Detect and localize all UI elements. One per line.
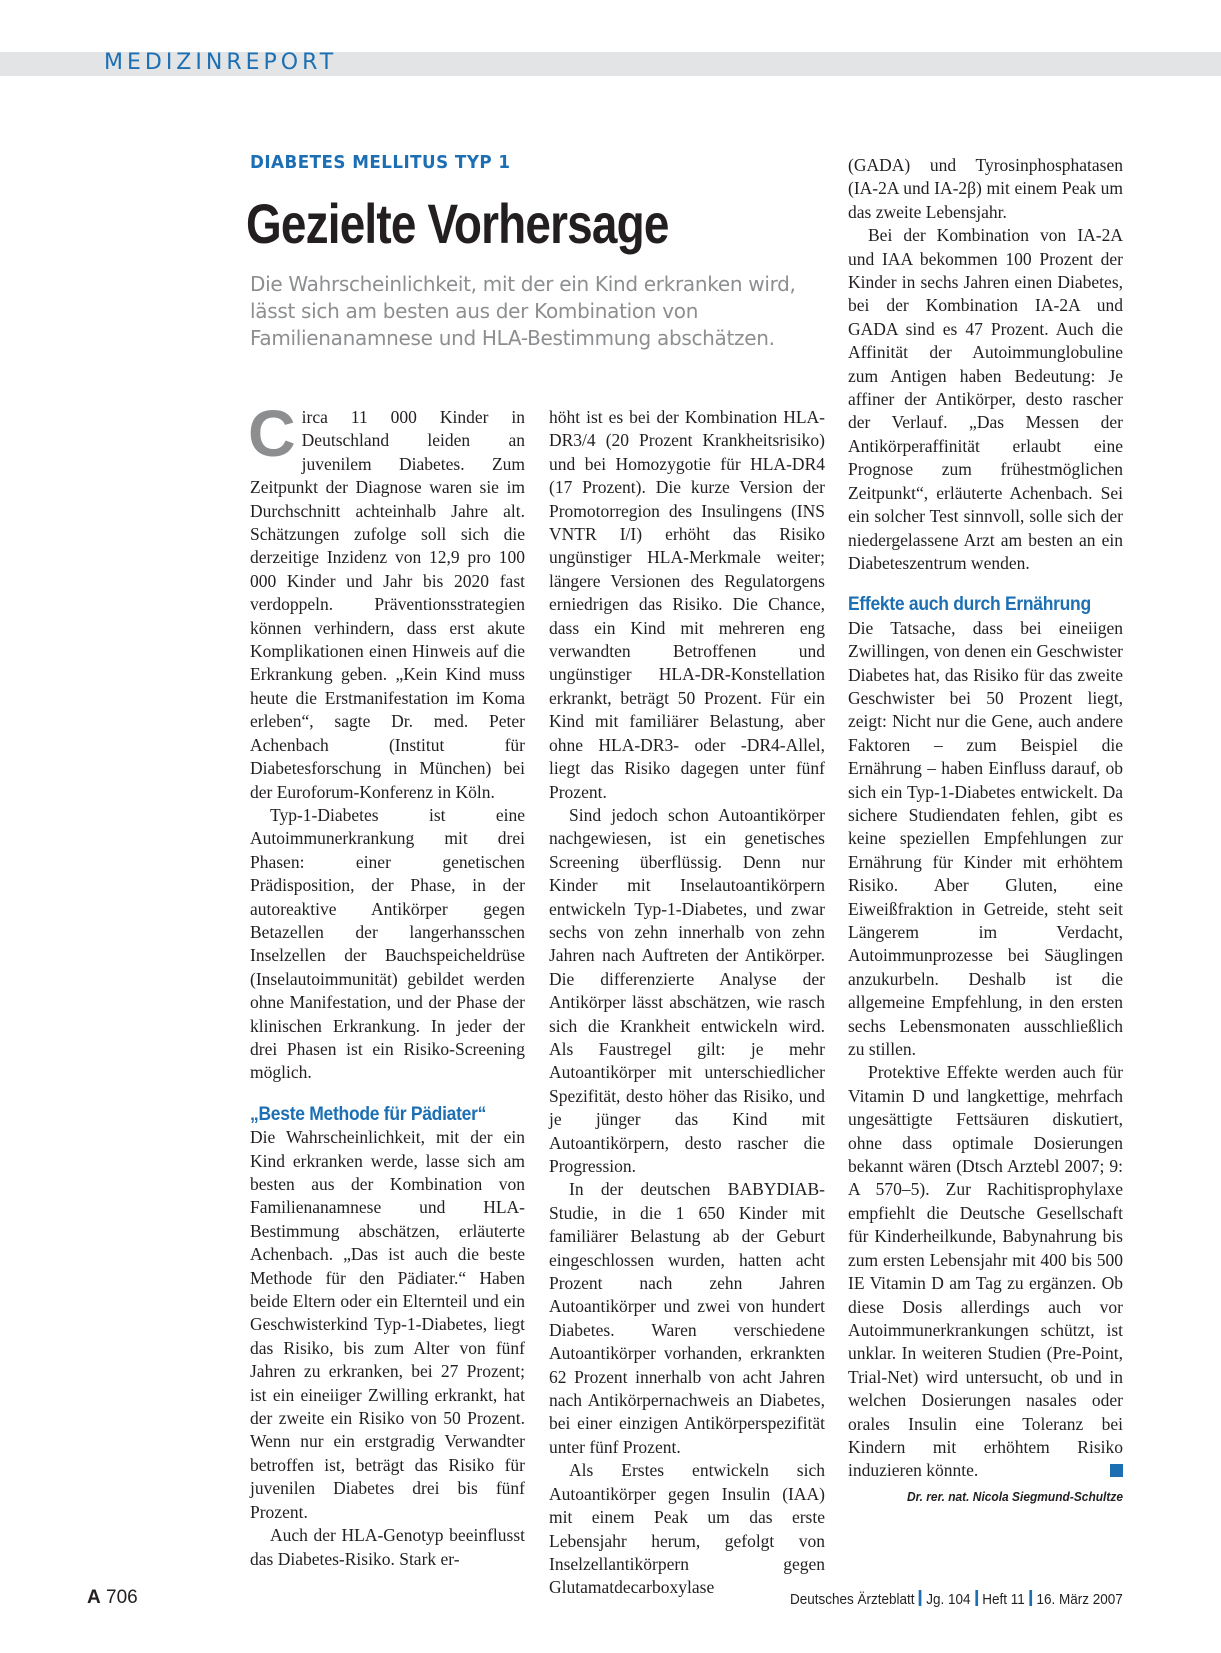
paragraph — [248, 396, 525, 804]
article-deck — [250, 271, 830, 352]
separator — [919, 1590, 922, 1606]
issue: Heft 11 — [982, 1591, 1025, 1608]
article-kicker: DIABETES MELLITUS TYP 1 — [250, 152, 511, 173]
deck-line: lässt sich am besten aus der Kombination von — [250, 299, 699, 323]
paragraph: Auch der HLA-Genotyp beeinflusst das Diabetes-Risiko. Stark er- — [250, 1525, 525, 1569]
section-letter: A — [87, 1587, 101, 1608]
paragraph — [848, 1061, 1123, 1482]
page-number — [87, 1587, 138, 1609]
text-column-3 — [848, 154, 1123, 1507]
page-number-value: 706 — [106, 1587, 138, 1608]
text-column-1 — [248, 396, 525, 1571]
author-byline: Dr. rer. nat. Nicola Siegmund-Schultze — [907, 1488, 1123, 1504]
paragraph: höht ist es bei der Kombination HLA-DR3/4 (20 Prozent Krankheitsrisiko) und bei Homozygotie für HLA-DR4 (17 Prozent). Die kurze Version der Promotorregion des Insulingens (INS VNTR I/I) erhöht das Risiko ungünstiger HLA-Merkmale weiter; längere Versionen des Regulatorgens erniedrigen das Risiko. Die Chance, dass ein Kind mit mehreren eng verwandten Betroffenen und ungünstiger HLA-DR-Konstellation erkrankt, beträgt 50 Prozent. Für ein Kind mit familiärer Belastung, aber ohne HLA-DR3- oder -DR4-Allel, liegt das Risiko dagegen unter fünf Prozent. — [549, 407, 825, 802]
subheading: „Beste Methode für Pädiater“ — [250, 1103, 487, 1125]
issue-date: 16. März 2007 — [1036, 1591, 1123, 1608]
separator — [1029, 1590, 1032, 1606]
volume: Jg. 104 — [926, 1591, 971, 1608]
paragraph: Bei der Kombination von IA-2A und IAA bekommen 100 Prozent der Kinder in sechs Jahren einen Diabetes, bei der Kombination IA-2A und GADA sind es 47 Prozent. Auch die Affinität der Autoimmunglobuline zum Antigen haben Bedeutung: Je affiner der Antikörper, desto rascher der Verlauf. „Das Messen der Antikörperaffinität erlaubt eine Prognose zum frühestmöglichen Zeitpunkt“, erläuterte Achenbach. Sei ein solcher Test sinnvoll, solle sich der niedergelassene Arzt am besten an ein Diabeteszentrum wenden. — [848, 225, 1123, 573]
separator — [975, 1590, 978, 1606]
paragraph: Als Erstes entwickeln sich Autoantikörper gegen Insulin (IAA) mit einem Peak um das erste Lebensjahr herum, gefolgt von Inselzellantikörpern gegen Glutamatdecarboxylase — [549, 1460, 825, 1598]
subheading: Effekte auch durch Ernährung — [848, 594, 1091, 616]
paragraph: Typ-1-Diabetes ist eine Autoimmunerkrankung mit drei Phasen: einer genetischen Prädisposition, der Phase, in der autoreaktive Antikörper gegen Betazellen der langerhansschen Inselzellen der Bauchspeicheldrüse (Inselautoimmunität) gebildet werden ohne Manifestation, und der Phase der klinischen Erkrankung. In jeder der drei Phasen ist ein Risiko-Screening möglich. — [250, 804, 525, 1083]
paragraph: Sind jedoch schon Autoantikörper nachgewiesen, ist ein genetisches Screening überflüssig. Denn nur Kinder mit Inselautoantikörpern entwickeln Typ-1-Diabetes, und zwar sechs von zehn innerhalb von zehn Jahren nach Auftreten der Antikörper. Die differenzierte Analyse der Antikörper lässt abschätzen, wie rasch sich die Krankheit entwickeln wird. Als Faustregel gilt: je mehr Autoantikörper mit unterschiedlicher Spezifität, desto höher das Risiko, und je jünger das Kind mit Autoantikörpern, desto rascher die Progression. — [549, 804, 825, 1176]
deck-line: Die Wahrscheinlichkeit, mit der ein Kind erkranken wird, — [250, 272, 796, 296]
paragraph: Die Tatsache, dass bei eineiigen Zwillingen, von denen ein Geschwister Diabetes hat, das Risiko für das zweite Geschwister bei 50 Prozent liegt, zeigt: Nicht nur die Gene, auch andere Faktoren – zum Beispiel die Ernährung – haben Einfluss darauf, ob sich ein Typ-1-Diabetes entwickelt. Da sichere Studiendaten fehlen, gibt es keine speziellen Empfehlungen zur Ernährung für Kinder mit erhöhtem Risiko. Aber Gluten, eine Eiweißfraktion in Getreide, steht seit Längerem im Verdacht, Autoimmunprozesse bei Säuglingen anzukurbeln. Deshalb ist die allgemeine Empfehlung, in den ersten sechs Lebensmonaten ausschließlich zu stillen. — [848, 617, 1123, 1060]
paragraph: (GADA) und Tyrosinphosphatasen (IA-2A und IA-2β) mit einem Peak um das zweite Lebensjahr. — [848, 155, 1123, 222]
section-label: MEDIZINREPORT — [104, 50, 338, 75]
paragraph-text: irca 11 000 Kinder in Deutschland leiden an juvenilem Diabetes. Zum Zeitpunkt der Diagnose waren sie im Durchschnitt achteinhalb Jahre alt. Schätzungen zufolge soll sich die derzeitige Inzidenz von 12,9 pro 100 000 Kinder und Jahr bis 2020 fast verdoppeln. Präventionsstrategien können verhindern, dass erst akute Komplikationen einen Hinweis auf die Erkrankung geben. „Kein Kind muss heute die Erstmanifestation im Koma erleben“, sagte Dr. med. Peter Achenbach (Institut für Diabetesforschung in München) bei der Euroforum-Konferenz in Köln. — [250, 407, 525, 802]
drop-cap: C — [248, 396, 296, 470]
text-column-2 — [549, 406, 825, 1600]
publication-info — [790, 1590, 1123, 1608]
journal-name: Deutsches Ärzteblatt — [790, 1591, 915, 1608]
paragraph: Die Wahrscheinlichkeit, mit der ein Kind erkranken werde, lasse sich am besten aus der Kombination von Familienanamnese und HLA-Bestimmung abschätzen, erläuterte Achenbach. „Das ist auch die beste Methode für den Pädiater.“ Haben beide Eltern oder ein Elternteil und ein Geschwisterkind Typ-1-Diabetes, liegt das Risiko, bis zum Alter von fünf Jahren zu erkranken, bei 27 Prozent; ist ein eineiiger Zwilling erkrankt, hat der zweite ein Risiko von 50 Prozent. Wenn nur ein erstgradig Verwandter betroffen ist, beträgt das Risiko für juvenilen Diabetes drei bis fünf Prozent. — [250, 1127, 525, 1522]
paragraph-text: Protektive Effekte werden auch für Vitamin D und langkettige, mehrfach ungesättigte Fettsäuren diskutiert, ohne dass optimale Dosierungen bekannt wären (Dtsch Arztebl 2007; 9: A 570–5). Zur Rachitisprophylaxe empfiehlt die Deutsche Gesellschaft für Kinderheilkunde, Babynahrung bis zum ersten Lebensjahr mit 400 bis 500 IE Vitamin D am Tag zu ergänzen. Ob diese Dosis allerdings auch vor Autoimmunerkrankungen schützt, ist unklar. In weiteren Studien (Pre-Point, Trial-Net) wird untersucht, ob und in welchen Dosierungen nasales oder orales Insulin eine Toleranz bei Kindern mit erhöhtem Risiko induzieren könnte. — [848, 1062, 1123, 1481]
article-headline: Gezielte Vorhersage — [246, 192, 669, 255]
end-mark-icon — [1110, 1464, 1123, 1477]
paragraph: In der deutschen BABYDIAB-Studie, in die 1 650 Kinder mit familiärer Belastung ab der Geburt eingeschlossen wurden, hatten acht Prozent nach zehn Jahren Autoantikörper und zwei von hundert Diabetes. Waren verschiedene Autoantikörper vorhanden, erkrankten 62 Prozent innerhalb von acht Jahren nach Antikörpernachweis an Diabetes, bei einer einzigen Antikörperspezifität unter fünf Prozent. — [549, 1179, 825, 1457]
deck-line: Familienanamnese und HLA-Bestimmung abschätzen. — [250, 326, 775, 350]
